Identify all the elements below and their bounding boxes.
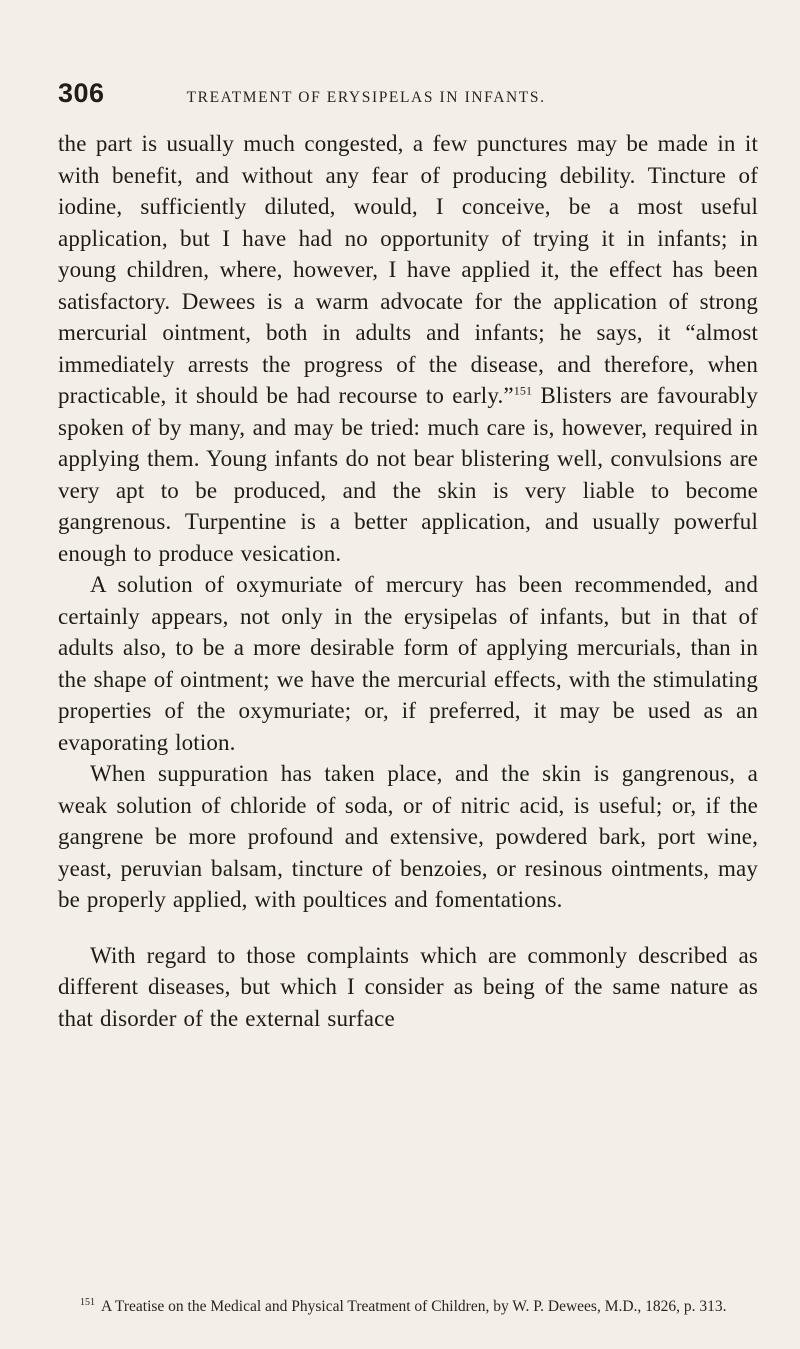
footnote-marker: 151 bbox=[80, 1296, 95, 1308]
paragraph-4: With regard to those complaints which are commonly described as different diseases, but which I consider as being of the same nature as that disorder of the external surface bbox=[58, 942, 758, 1031]
page-header bbox=[58, 78, 758, 109]
body-text bbox=[58, 128, 758, 1034]
page-number: 306 bbox=[58, 78, 105, 108]
footnote-text: A Treatise on the Medical and Physical Treatment of Children, by W. P. Dewees, M.D., 1826, p. 313. bbox=[101, 1298, 727, 1315]
paragraph-2: A solution of oxymuriate of mercury has been recommended, and certainly appears, not only in the erysipelas of infants, but in that of adults also, to be a more desirable form of applying mercurials, than in the shape of ointment; we have the mercurial effects, with the stimulating properties of the oxymuriate; or, if preferred, it may be used as an evaporating lotion. bbox=[58, 572, 758, 755]
footnote-reference: 151 bbox=[513, 383, 533, 398]
running-head: TREATMENT OF ERYSIPELAS IN INFANTS. bbox=[186, 89, 546, 106]
footnote bbox=[58, 1297, 758, 1317]
paragraph-1-text: the part is usually much congested, a few punctures may be made in it with benefit, and without any fear of producing debility. Tincture of iodine, sufficiently diluted, would, I conceive, be a most useful application, but I have had no opportunity of trying it in infants; in young children, where, however, I have applied it, the effect has been satisfactory. Dewees is a warm advocate for the application of strong mercurial ointment, both in adults and infants; he says, it “almost immediately arrests the progress of the disease, and therefore, when practicable, it should be had recourse to early.” bbox=[58, 131, 758, 408]
paragraph-1-continuation: Blisters are favourably spoken of by many, and may be tried: much care is, however, required in applying them. Young infants do not bear blistering well, convulsions are very apt to be produced, and the skin is very liable to become gangrenous. Turpentine is a better application, and usually powerful enough to produce vesication. bbox=[58, 383, 758, 566]
paragraph-1 bbox=[58, 128, 758, 569]
paragraph-3: When suppuration has taken place, and the skin is gangrenous, a weak solution of chloride of soda, or of nitric acid, is useful; or, if the gangrene be more profound and extensive, powdered bark, port wine, yeast, peruvian balsam, tincture of benzoies, or resinous ointments, may be properly applied, with poultices and fomentations. bbox=[58, 761, 758, 912]
